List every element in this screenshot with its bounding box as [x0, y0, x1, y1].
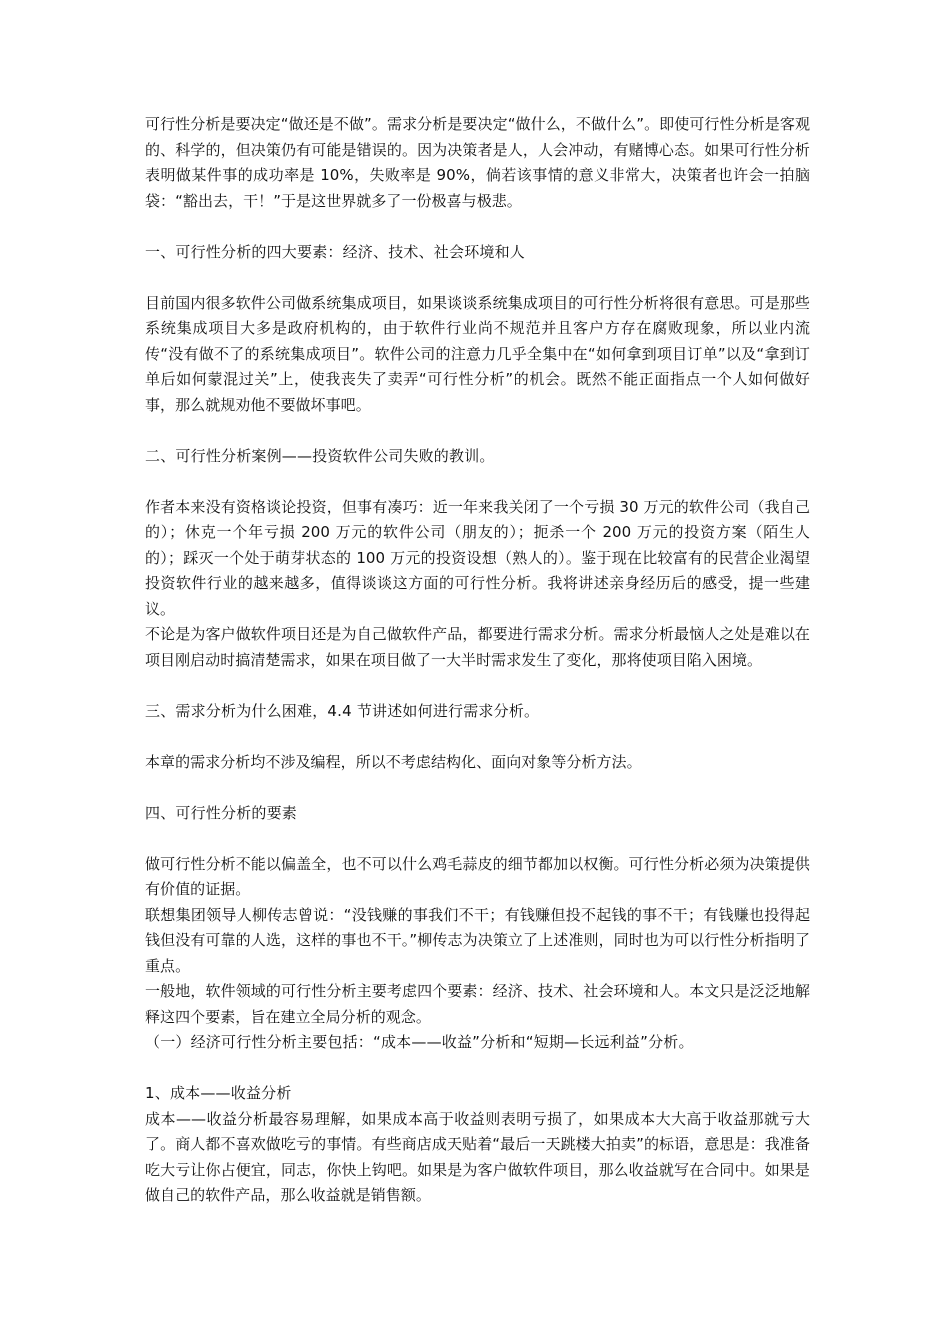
- section-heading-3: 三、需求分析为什么困难，4.4 节讲述如何进行需求分析。: [145, 701, 540, 720]
- subsection-heading-economic: （一）经济可行性分析主要包括：“成本——收益”分析和“短期—长远利益”分析。: [145, 1033, 694, 1051]
- paragraph-intro: 可行性分析是要决定“做还是不做”。需求分析是要决定“做什么，不做什么”。即使可行性分析是客观的、科学的，但决策仍有可能是错误的。因为决策者是人，人会冲动，有赌博心态。如果可行性分析表明做某件事的成功率是 10%，失败率是 90%，倘若该事情的意义非常大，决策者也许会一拍脑袋：“豁出去，干！”于是这世界就多了一份极喜与极悲。: [145, 115, 810, 210]
- section-heading-1: 一、可行性分析的四大要素：经济、技术、社会环境和人: [145, 242, 526, 261]
- paragraph-gap: [145, 673, 810, 699]
- paragraph-liu-chuanzhi-quote: 联想集团领导人柳传志曾说：“没钱赚的事我们不干；有钱赚但投不起钱的事不干；有钱赚也投得起钱但没有可靠的人选，这样的事也不干。”柳传志为决策立了上述准则，同时也为可以行性分析指明了重点。: [145, 905, 810, 975]
- paragraph-four-elements: 一般地，软件领域的可行性分析主要考虑四个要素：经济、技术、社会环境和人。本文只是泛泛地解释这四个要素，旨在建立全局分析的观念。: [145, 982, 810, 1026]
- paragraph-cost-benefit: 成本——收益分析最容易理解，如果成本高于收益则表明亏损了，如果成本大大高于收益那就亏大了。商人都不喜欢做吃亏的事情。有些商店成天贴着“最后一天跳楼大拍卖”的标语，意思是：我准备吃大亏让你占便宜，同志，你快上钩吧。如果是为客户做软件项目，那么收益就写在合同中。如果是做自己的软件产品，那么收益就是销售额。: [145, 1109, 810, 1204]
- paragraph-investment-case: 作者本来没有资格谈论投资，但事有凑巧：近一年来我关闭了一个亏损 30 万元的软件公司（我自己的）；休克一个年亏损 200 万元的软件公司（朋友的）；扼杀一个 200 万元的投资方案（陌生人的）；踩灭一个处于萌芽状态的 100 万元的投资设想（熟人的）。鉴于现在比较富有的民营企业渴望投资软件行业的越来越多，值得谈谈这方面的可行性分析。我将讲述亲身经历后的感受，提一些建议。: [145, 497, 810, 618]
- section-heading-4: 四、可行性分析的要素: [145, 803, 298, 822]
- paragraph-system-integration: 目前国内很多软件公司做系统集成项目，如果谈谈系统集成项目的可行性分析将很有意思。可是那些系统集成项目大多是政府机构的，由于软件行业尚不规范并且客户方存在腐败现象，所以业内流传“没有做不了的系统集成项目”。软件公司的注意力几乎全集中在“如何拿到项目订单”以及“拿到订单后如何蒙混过关”上，使我丧失了卖弄“可行性分析”的机会。既然不能正面指点一个人如何做好事，那么就规劝他不要做坏事吧。: [145, 293, 810, 414]
- paragraph-gap: [145, 724, 810, 750]
- paragraph-requirements: 不论是为客户做软件项目还是为自己做软件产品，都要进行需求分析。需求分析最恼人之处是难以在项目刚启动时搞清楚需求，如果在项目做了一大半时需求发生了变化，那将使项目陷入困境。: [145, 625, 810, 669]
- paragraph-gap: [145, 418, 810, 444]
- paragraph-gap: [145, 214, 810, 240]
- paragraph-gap: [145, 469, 810, 495]
- subsection-heading-cost-benefit: 1、成本——收益分析: [145, 1084, 292, 1102]
- document-body: [145, 112, 810, 1209]
- section-heading-2: 二、可行性分析案例——投资软件公司失败的教训。: [145, 446, 495, 465]
- paragraph-gap: [145, 265, 810, 291]
- paragraph-gap: [145, 775, 810, 801]
- paragraph-feasibility-evidence: 做可行性分析不能以偏盖全，也不可以什么鸡毛蒜皮的细节都加以权衡。可行性分析必须为决策提供有价值的证据。: [145, 854, 810, 898]
- paragraph-gap: [145, 826, 810, 852]
- paragraph-chapter-scope: 本章的需求分析均不涉及编程，所以不考虑结构化、面向对象等分析方法。: [145, 752, 642, 771]
- paragraph-gap: [145, 1056, 810, 1082]
